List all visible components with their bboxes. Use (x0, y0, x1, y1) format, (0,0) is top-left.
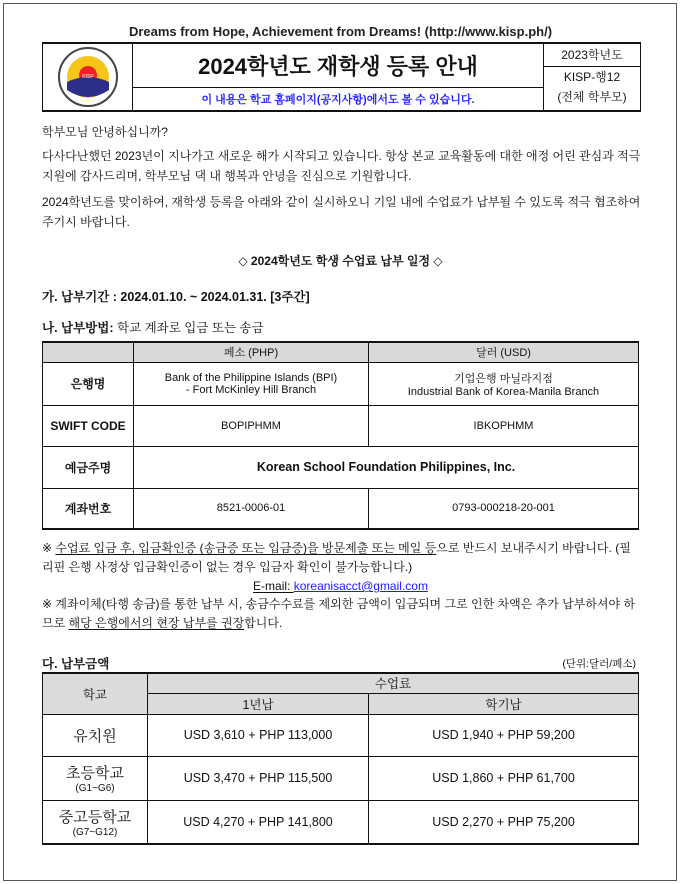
table-row: 유치원 USD 3,610 + PHP 113,000 USD 1,940 + PHP 59,200 (43, 714, 639, 756)
table-row: 예금주명 Korean School Foundation Philippines, Inc. (43, 446, 639, 488)
header-usd: 달러 (USD) (369, 342, 639, 362)
email-line: E-mail: koreanisacct@gmail.com (253, 579, 428, 593)
intro-paragraph-2: 2024학년도를 맞이하여, 재학생 등록을 아래와 같이 실시하오니 기일 내에 수업료가 납부될 수 있도록 적극 협조하여 주기시 바랍니다. (42, 195, 641, 229)
document-number: KISP-행12 (563, 70, 621, 84)
bank-account-table (42, 341, 639, 530)
email-link[interactable]: koreanisacct@gmail.com (293, 579, 428, 593)
motto: Dreams from Hope, Achievement from Dreams! (http://www.kisp.ph/) (128, 24, 553, 39)
school-year: 2023학년도 (544, 44, 640, 67)
table-row: 계좌번호 8521-0006-01 0793-000218-20-001 (43, 488, 639, 529)
schedule-title: ◇ 2024학년도 학생 수업료 납부 일정 ◇ (238, 254, 443, 268)
payment-period: 가. 납부기간 : 2024.01.10. ~ 2024.01.31. [3주간] (42, 290, 310, 304)
unit-label: (단위:달러/폐소) (562, 658, 636, 670)
school-logo (43, 44, 133, 110)
homepage-notice: 이 내용은 학교 홈페이지(공지사항)에서도 볼 수 있습니다. (201, 94, 475, 106)
tuition-table: 학교 수업료 1년납 학기납 유치원 USD 3,610 + PHP 113,000 USD 1,940 + PHP 59,200 초등학교 (G1~G6) USD 3,470 + PHP 115,500 USD 1,860 + PHP 61,700 중고등학교 (G7~G12) USD 4,270 + PHP 141,800 USD 2,270 + PHP 75,200 (42, 672, 639, 845)
fee-section-title: 다. 납부금액 (42, 657, 110, 671)
table-row: 초등학교 (G1~G6) USD 3,470 + PHP 115,500 USD 1,860 + PHP 61,700 (43, 756, 639, 800)
note-1: ※ 수업료 입금 후, 입금확인증 (송금증 또는 입금증)을 방문제출 또는 메일 등으로 반드시 보내주시기 바랍니다. (필리핀 은행 사정상 입금확인증이 없는 경우 입금자 확인이 불가능합니다.) (42, 541, 631, 574)
kisp-logo-icon (57, 46, 119, 108)
table-row: 중고등학교 (G7~G12) USD 4,270 + PHP 141,800 USD 2,270 + PHP 75,200 (43, 800, 639, 844)
note-2: ※ 계좌이체(타행 송금)를 통한 납부 시, 송금수수료를 제외한 금액이 입금되며 그로 인한 차액은 추가 납부하셔야 하므로 해당 은행에서의 현장 납부를 권장합니다. (42, 597, 636, 630)
intro-paragraph-1: 다사다난했던 2023년이 지나가고 새로운 해가 시작되고 있습니다. 항상 본교 교육활동에 대한 애정 어린 관심과 적극 지원에 감사드리며, 학부모님 댁 내 행복과 안녕을 진심으로 기원합니다. (42, 149, 641, 183)
greeting: 학부모님 안녕하십니까? (42, 125, 168, 139)
header-php: 페소 (PHP) (134, 342, 369, 362)
audience: (전체 학부모) (557, 90, 627, 104)
logo-text: KISP (81, 74, 94, 80)
document-title: 2024학년도 재학생 등록 안내 (133, 44, 543, 88)
payment-method: 나. 납부방법: 학교 계좌로 입금 또는 송금 (42, 321, 264, 335)
header-table (42, 42, 641, 112)
table-row: 은행명 Bank of the Philippine Islands (BPI) - Fort McKinley Hill Branch 기업은행 마닐라지점 Industrial Bank of Korea-Manila Branch (43, 362, 639, 405)
table-row: SWIFT CODE BOPIPHMM IBKOPHMM (43, 405, 639, 446)
